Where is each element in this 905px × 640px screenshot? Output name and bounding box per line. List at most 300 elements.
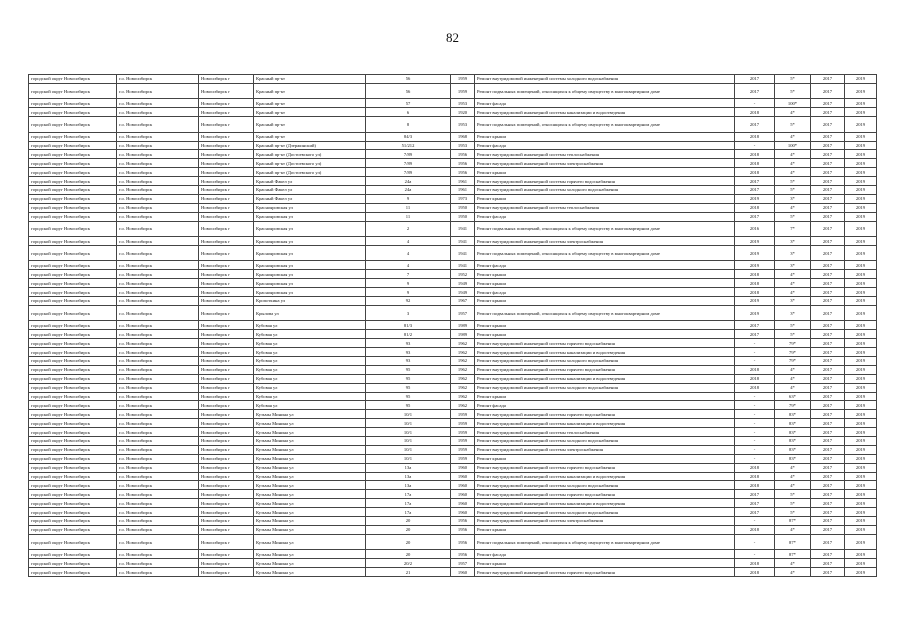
period-end-cell: 2019 (845, 356, 877, 365)
period-end-cell: 2019 (845, 437, 877, 446)
wear-cell: 100* (775, 99, 811, 108)
table-row (29, 305, 877, 321)
prev-year-cell: - (735, 454, 775, 463)
locality-cell: Новосибирск г (199, 297, 254, 306)
prev-year-cell: - (735, 550, 775, 559)
locality-cell: Новосибирск г (199, 472, 254, 481)
build-year-cell: 1920 (451, 108, 475, 117)
work-type-cell: Ремонт внутридомовой инженерной системы теплоснабжения (475, 150, 735, 159)
period-end-cell: 2019 (845, 525, 877, 534)
wear-cell: 3* (775, 297, 811, 306)
settlement-cell: г.о. Новосибирск (117, 508, 199, 517)
locality-cell: Новосибирск г (199, 186, 254, 195)
municipality-cell: городской округ Новосибирск (29, 194, 117, 203)
house-number-cell: 24а (366, 186, 451, 195)
locality-cell: Новосибирск г (199, 99, 254, 108)
work-type-cell: Ремонт внутридомовой инженерной системы канализации и водоотведения (475, 499, 735, 508)
work-type-cell: Ремонт внутридомовой инженерной системы холодного водоснабжения (475, 186, 735, 195)
prev-year-cell: 2019 (735, 245, 775, 261)
house-number-cell: 7/89 (366, 150, 451, 159)
prev-year-cell: 2018 (735, 168, 775, 177)
wear-cell: 5* (775, 212, 811, 221)
period-start-cell: 2017 (811, 419, 845, 428)
prev-year-cell: 2017 (735, 177, 775, 186)
prev-year-cell: 2017 (735, 212, 775, 221)
prev-year-cell: 2017 (735, 75, 775, 84)
settlement-cell: г.о. Новосибирск (117, 288, 199, 297)
municipality-cell: городской округ Новосибирск (29, 568, 117, 577)
table-row (29, 203, 877, 212)
locality-cell: Новосибирск г (199, 339, 254, 348)
wear-cell: 83* (775, 445, 811, 454)
street-cell: Кубовая ул (254, 374, 366, 383)
wear-cell: 83* (775, 428, 811, 437)
period-end-cell: 2019 (845, 177, 877, 186)
street-cell: Красный Факел ул (254, 177, 366, 186)
build-year-cell: 1956 (451, 517, 475, 526)
municipality-cell: городской округ Новосибирск (29, 525, 117, 534)
municipality-cell: городской округ Новосибирск (29, 261, 117, 270)
house-number-cell: 95 (366, 374, 451, 383)
locality-cell: Новосибирск г (199, 221, 254, 237)
municipality-cell: городской округ Новосибирск (29, 75, 117, 84)
work-type-cell: Ремонт внутридомовой инженерной системы канализации и водоотведения (475, 108, 735, 117)
municipality-cell: городской округ Новосибирск (29, 410, 117, 419)
house-number-cell: 7/89 (366, 159, 451, 168)
build-year-cell: 1962 (451, 339, 475, 348)
wear-cell: 4* (775, 559, 811, 568)
settlement-cell: г.о. Новосибирск (117, 534, 199, 550)
period-start-cell: 2017 (811, 159, 845, 168)
locality-cell: Новосибирск г (199, 499, 254, 508)
wear-cell: 4* (775, 132, 811, 141)
work-type-cell: Ремонт фасада (475, 288, 735, 297)
street-cell: Кубовая ул (254, 356, 366, 365)
prev-year-cell: - (735, 534, 775, 550)
locality-cell: Новосибирск г (199, 237, 254, 246)
period-end-cell: 2019 (845, 463, 877, 472)
locality-cell: Новосибирск г (199, 525, 254, 534)
build-year-cell: 1960 (451, 463, 475, 472)
prev-year-cell: 2017 (735, 330, 775, 339)
wear-cell: 4* (775, 288, 811, 297)
municipality-cell: городской округ Новосибирск (29, 297, 117, 306)
municipality-cell: городской округ Новосибирск (29, 348, 117, 357)
locality-cell: Новосибирск г (199, 108, 254, 117)
wear-cell: 3* (775, 245, 811, 261)
municipality-cell: городской округ Новосибирск (29, 392, 117, 401)
locality-cell: Новосибирск г (199, 132, 254, 141)
work-type-cell: Ремонт подвальных помещений, относящихся к общему имуществу в многоквартирном доме (475, 245, 735, 261)
street-cell: Кузьмы Минина ул (254, 559, 366, 568)
work-type-cell: Ремонт крыши (475, 168, 735, 177)
street-cell: Кубовая ул (254, 392, 366, 401)
work-type-cell: Ремонт крыши (475, 194, 735, 203)
work-type-cell: Ремонт внутридомовой инженерной системы холодного водоснабжения (475, 356, 735, 365)
build-year-cell: 1962 (451, 356, 475, 365)
work-type-cell: Ремонт внутридомовой инженерной системы холодного водоснабжения (475, 437, 735, 446)
period-end-cell: 2019 (845, 150, 877, 159)
period-end-cell: 2019 (845, 499, 877, 508)
period-start-cell: 2017 (811, 297, 845, 306)
locality-cell: Новосибирск г (199, 568, 254, 577)
period-start-cell: 2017 (811, 374, 845, 383)
house-number-cell: 4 (366, 245, 451, 261)
period-end-cell: 2019 (845, 481, 877, 490)
period-end-cell: 2019 (845, 517, 877, 526)
period-start-cell: 2017 (811, 356, 845, 365)
street-cell: Красный пр-кт (Достоевского ул) (254, 159, 366, 168)
table-row (29, 454, 877, 463)
wear-cell: 87* (775, 534, 811, 550)
period-end-cell: 2019 (845, 212, 877, 221)
settlement-cell: г.о. Новосибирск (117, 437, 199, 446)
period-start-cell: 2017 (811, 428, 845, 437)
street-cell: Кропоткина ул (254, 297, 366, 306)
municipality-cell: городской округ Новосибирск (29, 550, 117, 559)
wear-cell: 5* (775, 499, 811, 508)
settlement-cell: г.о. Новосибирск (117, 75, 199, 84)
settlement-cell: г.о. Новосибирск (117, 348, 199, 357)
locality-cell: Новосибирск г (199, 330, 254, 339)
period-end-cell: 2019 (845, 374, 877, 383)
wear-cell: 79* (775, 348, 811, 357)
locality-cell: Новосибирск г (199, 83, 254, 99)
period-start-cell: 2017 (811, 279, 845, 288)
prev-year-cell: - (735, 339, 775, 348)
work-type-cell: Ремонт крыши (475, 132, 735, 141)
build-year-cell: 1956 (451, 159, 475, 168)
house-number-cell: 10/1 (366, 445, 451, 454)
street-cell: Кубовая ул (254, 383, 366, 392)
table-body (29, 75, 877, 577)
period-start-cell: 2017 (811, 168, 845, 177)
municipality-cell: городской округ Новосибирск (29, 559, 117, 568)
table-row (29, 321, 877, 330)
street-cell: Краснояровская ул (254, 288, 366, 297)
period-start-cell: 2017 (811, 117, 845, 133)
work-type-cell: Ремонт внутридомовой инженерной системы электроснабжения (475, 237, 735, 246)
house-number-cell: 17а (366, 499, 451, 508)
locality-cell: Новосибирск г (199, 159, 254, 168)
table-row (29, 437, 877, 446)
locality-cell: Новосибирск г (199, 534, 254, 550)
period-end-cell: 2019 (845, 288, 877, 297)
street-cell: Кузьмы Минина ул (254, 472, 366, 481)
period-end-cell: 2019 (845, 534, 877, 550)
table-row (29, 559, 877, 568)
table-row (29, 75, 877, 84)
settlement-cell: г.о. Новосибирск (117, 237, 199, 246)
house-number-cell: 20 (366, 525, 451, 534)
period-end-cell: 2019 (845, 245, 877, 261)
settlement-cell: г.о. Новосибирск (117, 194, 199, 203)
table-row (29, 550, 877, 559)
period-start-cell: 2017 (811, 534, 845, 550)
build-year-cell: 1989 (451, 321, 475, 330)
build-year-cell: 1957 (451, 305, 475, 321)
settlement-cell: г.о. Новосибирск (117, 108, 199, 117)
house-number-cell: 56 (366, 75, 451, 84)
period-end-cell: 2019 (845, 305, 877, 321)
prev-year-cell: 2017 (735, 186, 775, 195)
build-year-cell: 1956 (451, 168, 475, 177)
municipality-cell: городской округ Новосибирск (29, 99, 117, 108)
period-start-cell: 2017 (811, 261, 845, 270)
period-end-cell: 2019 (845, 428, 877, 437)
prev-year-cell: 2018 (735, 159, 775, 168)
build-year-cell: 1941 (451, 261, 475, 270)
build-year-cell: 1952 (451, 270, 475, 279)
work-type-cell: Ремонт крыши (475, 454, 735, 463)
municipality-cell: городской округ Новосибирск (29, 245, 117, 261)
street-cell: Кузьмы Минина ул (254, 508, 366, 517)
table-row (29, 410, 877, 419)
build-year-cell: 1989 (451, 330, 475, 339)
work-type-cell: Ремонт внутридомовой инженерной системы электроснабжения (475, 159, 735, 168)
period-start-cell: 2017 (811, 437, 845, 446)
locality-cell: Новосибирск г (199, 177, 254, 186)
house-number-cell: 2 (366, 221, 451, 237)
wear-cell: 4* (775, 159, 811, 168)
locality-cell: Новосибирск г (199, 245, 254, 261)
street-cell: Краснояровская ул (254, 237, 366, 246)
municipality-cell: городской округ Новосибирск (29, 203, 117, 212)
period-end-cell: 2019 (845, 568, 877, 577)
prev-year-cell: 2018 (735, 463, 775, 472)
street-cell: Краснояровская ул (254, 245, 366, 261)
period-start-cell: 2017 (811, 270, 845, 279)
period-start-cell: 2017 (811, 365, 845, 374)
settlement-cell: г.о. Новосибирск (117, 525, 199, 534)
street-cell: Красный пр-кт (254, 83, 366, 99)
locality-cell: Новосибирск г (199, 212, 254, 221)
municipality-cell: городской округ Новосибирск (29, 383, 117, 392)
locality-cell: Новосибирск г (199, 508, 254, 517)
period-end-cell: 2019 (845, 392, 877, 401)
municipality-cell: городской округ Новосибирск (29, 508, 117, 517)
table-row (29, 117, 877, 133)
settlement-cell: г.о. Новосибирск (117, 463, 199, 472)
wear-cell: 87* (775, 550, 811, 559)
prev-year-cell: - (735, 392, 775, 401)
street-cell: Краснояровская ул (254, 279, 366, 288)
wear-cell: 83* (775, 437, 811, 446)
work-type-cell: Ремонт фасада (475, 550, 735, 559)
period-start-cell: 2017 (811, 321, 845, 330)
prev-year-cell: 2018 (735, 203, 775, 212)
table-row (29, 339, 877, 348)
prev-year-cell: 2018 (735, 150, 775, 159)
house-number-cell: 4 (366, 261, 451, 270)
period-start-cell: 2017 (811, 108, 845, 117)
period-start-cell: 2017 (811, 525, 845, 534)
work-type-cell: Ремонт внутридомовой инженерной системы горячего водоснабжения (475, 463, 735, 472)
street-cell: Красный пр-кт (Достоевского ул) (254, 150, 366, 159)
table-row (29, 419, 877, 428)
period-start-cell: 2017 (811, 288, 845, 297)
prev-year-cell: - (735, 445, 775, 454)
wear-cell: 5* (775, 321, 811, 330)
table-row (29, 159, 877, 168)
period-start-cell: 2017 (811, 517, 845, 526)
work-type-cell: Ремонт внутридомовой инженерной системы теплоснабжения (475, 428, 735, 437)
locality-cell: Новосибирск г (199, 321, 254, 330)
prev-year-cell: 2019 (735, 261, 775, 270)
street-cell: Крылова ул (254, 305, 366, 321)
work-type-cell: Ремонт крыши (475, 559, 735, 568)
settlement-cell: г.о. Новосибирск (117, 305, 199, 321)
house-number-cell: 17а (366, 490, 451, 499)
house-number-cell: 57 (366, 99, 451, 108)
street-cell: Кузьмы Минина ул (254, 525, 366, 534)
wear-cell: 4* (775, 168, 811, 177)
wear-cell: 5* (775, 117, 811, 133)
build-year-cell: 1960 (451, 568, 475, 577)
prev-year-cell: 2019 (735, 194, 775, 203)
municipality-cell: городской округ Новосибирск (29, 481, 117, 490)
locality-cell: Новосибирск г (199, 383, 254, 392)
settlement-cell: г.о. Новосибирск (117, 168, 199, 177)
house-number-cell: 10/1 (366, 419, 451, 428)
table-row (29, 150, 877, 159)
settlement-cell: г.о. Новосибирск (117, 550, 199, 559)
table-row (29, 508, 877, 517)
municipality-cell: городской округ Новосибирск (29, 401, 117, 410)
table-row (29, 525, 877, 534)
prev-year-cell: - (735, 428, 775, 437)
prev-year-cell: 2017 (735, 499, 775, 508)
build-year-cell: 1949 (451, 279, 475, 288)
locality-cell: Новосибирск г (199, 150, 254, 159)
table-row (29, 297, 877, 306)
build-year-cell: 1956 (451, 534, 475, 550)
prev-year-cell: 2018 (735, 374, 775, 383)
settlement-cell: г.о. Новосибирск (117, 245, 199, 261)
work-type-cell: Ремонт внутридомовой инженерной системы холодного водоснабжения (475, 383, 735, 392)
street-cell: Красный Факел ул (254, 186, 366, 195)
locality-cell: Новосибирск г (199, 419, 254, 428)
period-end-cell: 2019 (845, 159, 877, 168)
table-row (29, 568, 877, 577)
period-start-cell: 2017 (811, 141, 845, 150)
house-number-cell: 93 (366, 356, 451, 365)
wear-cell: 4* (775, 568, 811, 577)
table-row (29, 383, 877, 392)
settlement-cell: г.о. Новосибирск (117, 392, 199, 401)
table-row (29, 392, 877, 401)
build-year-cell: 1959 (451, 437, 475, 446)
period-end-cell: 2019 (845, 508, 877, 517)
municipality-cell: городской округ Новосибирск (29, 437, 117, 446)
period-end-cell: 2019 (845, 445, 877, 454)
municipality-cell: городской округ Новосибирск (29, 132, 117, 141)
build-year-cell: 1959 (451, 75, 475, 84)
period-end-cell: 2019 (845, 472, 877, 481)
house-number-cell: 9 (366, 279, 451, 288)
work-type-cell: Ремонт внутридомовой инженерной системы холодного водоснабжения (475, 75, 735, 84)
settlement-cell: г.о. Новосибирск (117, 221, 199, 237)
work-type-cell: Ремонт подвальных помещений, относящихся к общему имуществу в многоквартирном доме (475, 221, 735, 237)
table-row (29, 428, 877, 437)
settlement-cell: г.о. Новосибирск (117, 517, 199, 526)
period-start-cell: 2017 (811, 445, 845, 454)
period-start-cell: 2017 (811, 150, 845, 159)
settlement-cell: г.о. Новосибирск (117, 279, 199, 288)
street-cell: Кузьмы Минина ул (254, 550, 366, 559)
street-cell: Кузьмы Минина ул (254, 428, 366, 437)
prev-year-cell: - (735, 401, 775, 410)
work-type-cell: Ремонт внутридомовой инженерной системы холодного водоснабжения (475, 508, 735, 517)
work-type-cell: Ремонт внутридомовой инженерной системы канализации и водоотведения (475, 419, 735, 428)
build-year-cell: 1953 (451, 117, 475, 133)
wear-cell: 5* (775, 75, 811, 84)
wear-cell: 4* (775, 279, 811, 288)
settlement-cell: г.о. Новосибирск (117, 261, 199, 270)
table-row (29, 463, 877, 472)
period-end-cell: 2019 (845, 383, 877, 392)
build-year-cell: 1950 (451, 212, 475, 221)
wear-cell: 4* (775, 150, 811, 159)
period-start-cell: 2017 (811, 472, 845, 481)
table-row (29, 194, 877, 203)
street-cell: Кузьмы Минина ул (254, 499, 366, 508)
municipality-cell: городской округ Новосибирск (29, 463, 117, 472)
build-year-cell: 1956 (451, 525, 475, 534)
work-type-cell: Ремонт фасада (475, 261, 735, 270)
prev-year-cell: 2018 (735, 568, 775, 577)
settlement-cell: г.о. Новосибирск (117, 321, 199, 330)
table-row (29, 261, 877, 270)
wear-cell: 4* (775, 108, 811, 117)
wear-cell: 5* (775, 186, 811, 195)
municipality-cell: городской округ Новосибирск (29, 270, 117, 279)
wear-cell: 5* (775, 83, 811, 99)
period-start-cell: 2017 (811, 410, 845, 419)
period-start-cell: 2017 (811, 559, 845, 568)
period-end-cell: 2019 (845, 75, 877, 84)
table-row (29, 481, 877, 490)
house-number-cell: 81/2 (366, 330, 451, 339)
prev-year-cell: 2019 (735, 237, 775, 246)
settlement-cell: г.о. Новосибирск (117, 383, 199, 392)
municipality-cell: городской округ Новосибирск (29, 490, 117, 499)
street-cell: Красный пр-кт (254, 75, 366, 84)
settlement-cell: г.о. Новосибирск (117, 568, 199, 577)
build-year-cell: 1959 (451, 454, 475, 463)
period-end-cell: 2019 (845, 270, 877, 279)
wear-cell: 3* (775, 261, 811, 270)
street-cell: Краснояровская ул (254, 212, 366, 221)
period-end-cell: 2019 (845, 454, 877, 463)
settlement-cell: г.о. Новосибирск (117, 150, 199, 159)
settlement-cell: г.о. Новосибирск (117, 212, 199, 221)
prev-year-cell: 2019 (735, 297, 775, 306)
work-type-cell: Ремонт внутридомовой инженерной системы холодного водоснабжения (475, 481, 735, 490)
street-cell: Кузьмы Минина ул (254, 454, 366, 463)
period-start-cell: 2017 (811, 481, 845, 490)
settlement-cell: г.о. Новосибирск (117, 177, 199, 186)
house-number-cell: 20/2 (366, 559, 451, 568)
municipality-cell: городской округ Новосибирск (29, 117, 117, 133)
period-start-cell: 2017 (811, 221, 845, 237)
work-type-cell: Ремонт крыши (475, 392, 735, 401)
settlement-cell: г.о. Новосибирск (117, 365, 199, 374)
table-row (29, 141, 877, 150)
period-end-cell: 2019 (845, 401, 877, 410)
house-number-cell: 11 (366, 212, 451, 221)
table-row (29, 365, 877, 374)
